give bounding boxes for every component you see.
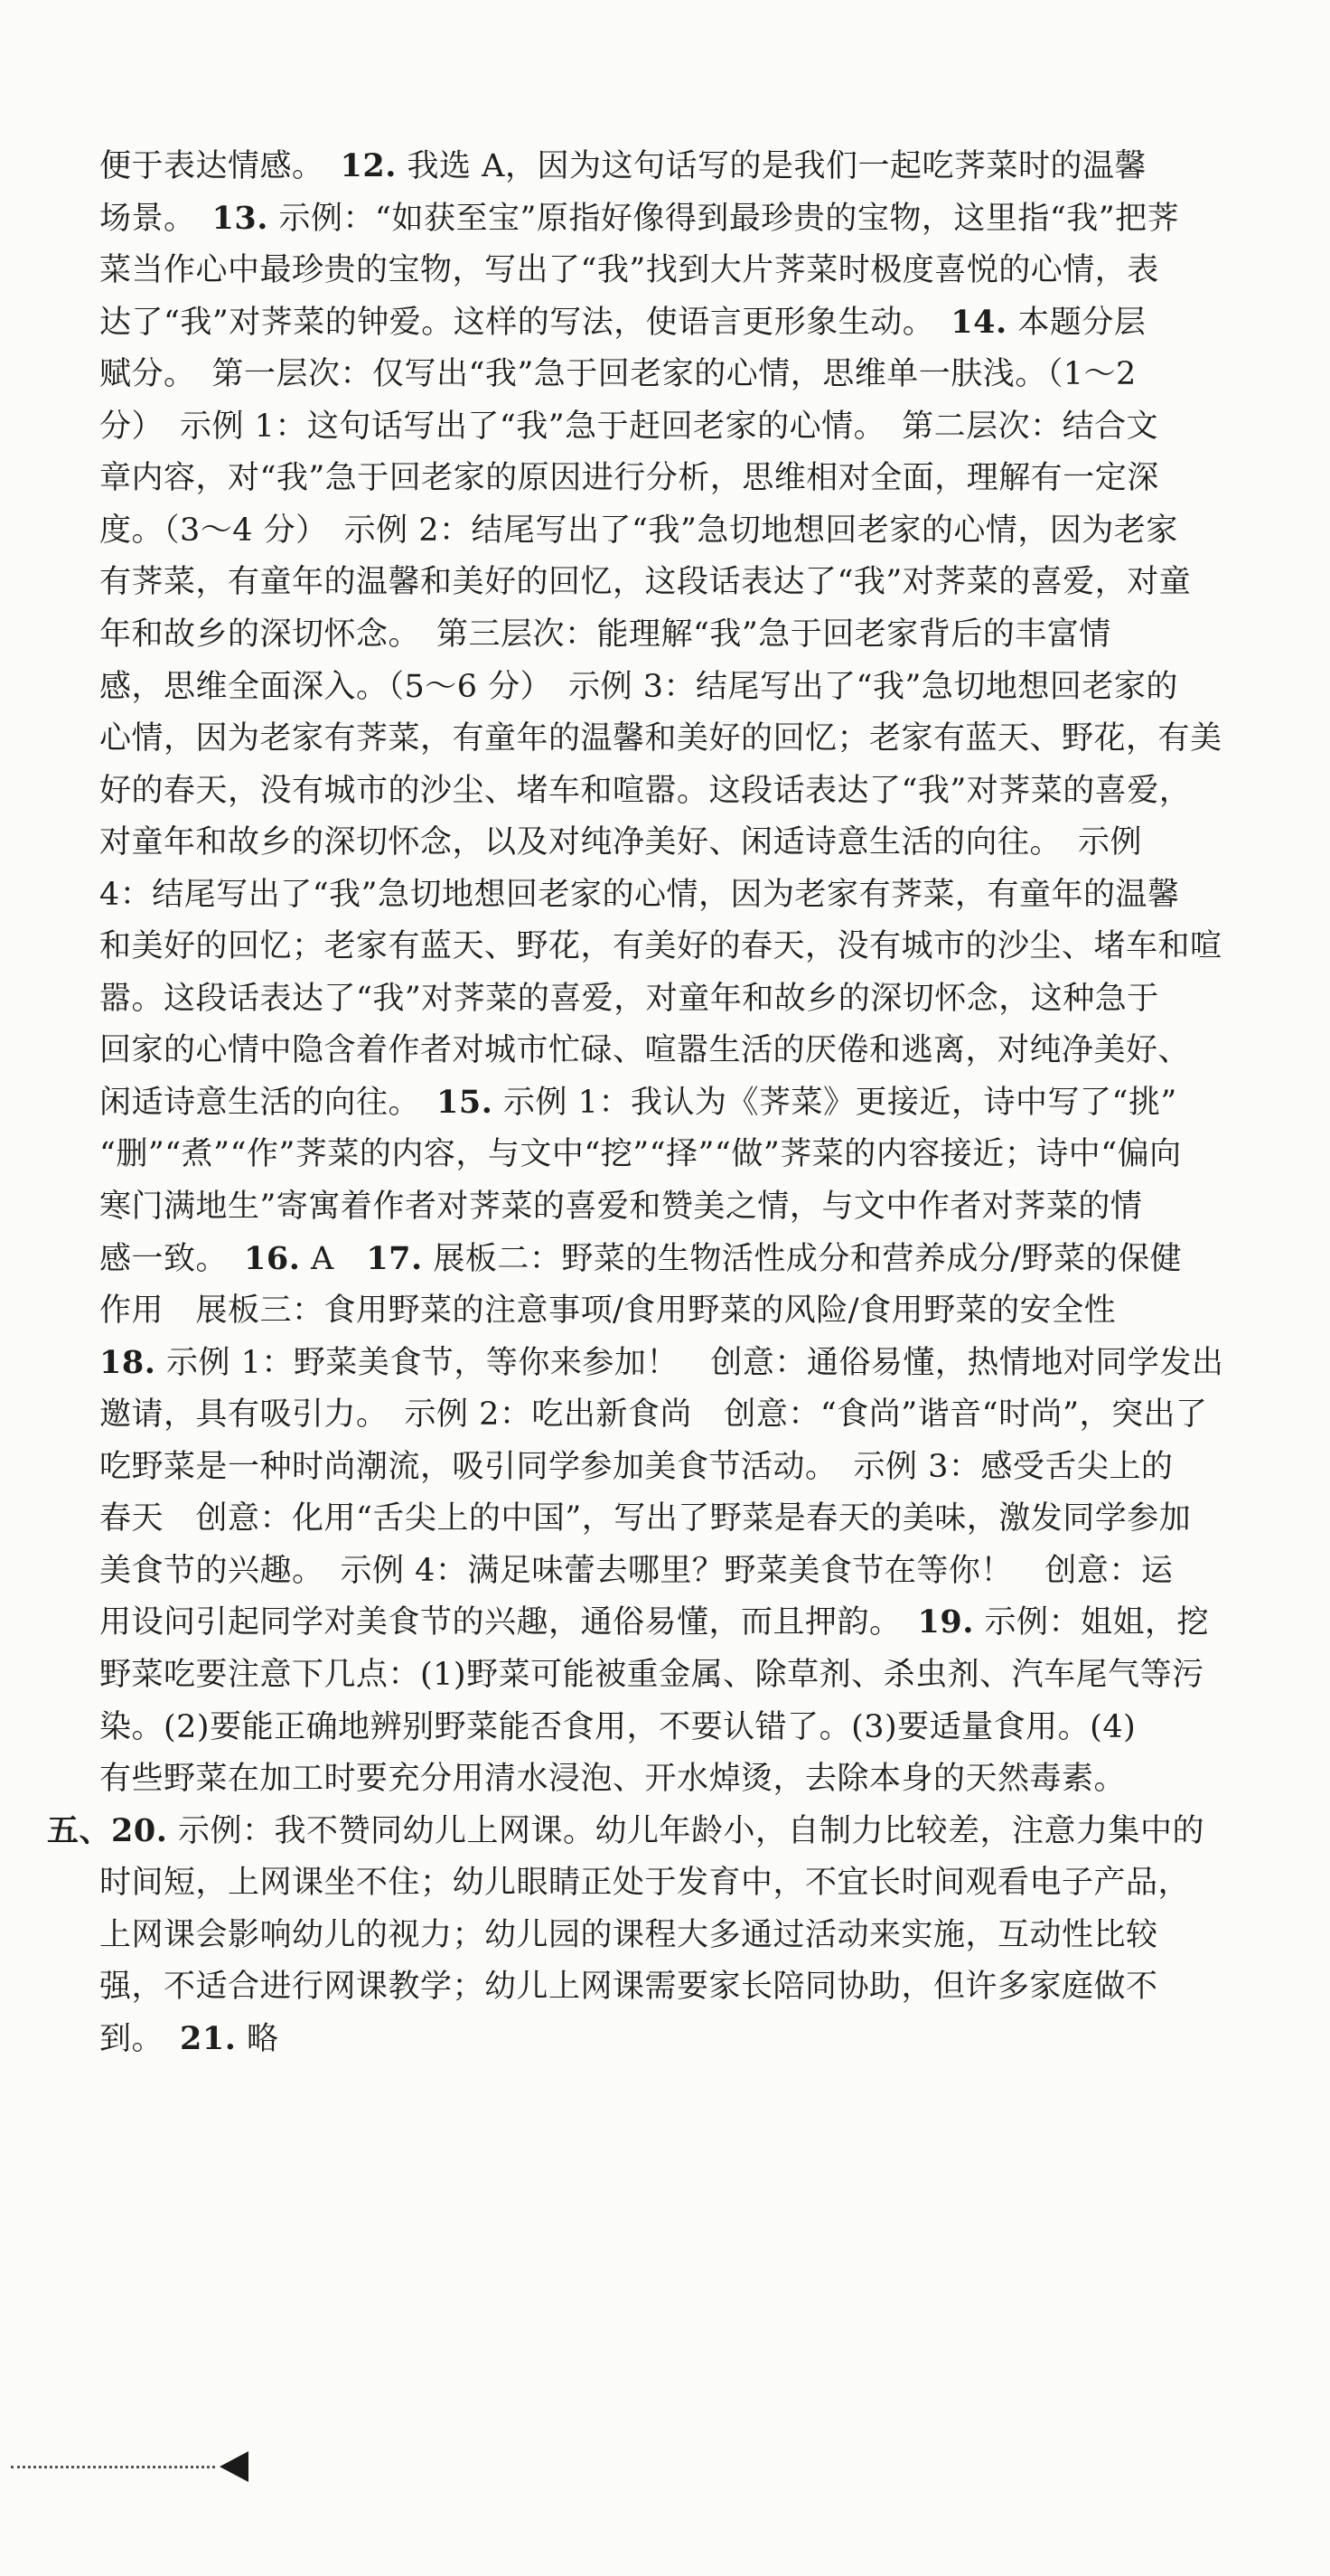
text-line: 场景。 13. 示例：“如获至宝”原指好像得到最珍贵的宝物，这里指“我”把荠 xyxy=(99,200,1180,237)
text-line: 闲适诗意生活的向往。 15. 示例 1：我认为《荠菜》更接近，诗中写了“挑” xyxy=(99,1084,1177,1121)
text-line: 4：结尾写出了“我”急切地想回老家的心情，因为老家有荠菜，有童年的温馨 xyxy=(99,877,1180,913)
text-line: 用设问引起同学对美食节的兴趣，通俗易懂，而且押韵。 19. 示例：姐姐，挖 xyxy=(99,1603,1210,1641)
text-line: 到。 21. 略 xyxy=(99,2020,279,2057)
text-line: 吃野菜是一种时尚潮流，吸引同学参加美食节活动。 示例 3：感受舌尖上的 xyxy=(99,1449,1174,1485)
text-line: 寒门满地生”寄寓着作者对荠菜的喜爱和赞美之情，与文中作者对荠菜的情 xyxy=(99,1189,1143,1225)
page-turn-arrow-icon xyxy=(218,2449,250,2484)
text-line: 作用 展板三：食用野菜的注意事项/食用野菜的风险/食用野菜的安全性 xyxy=(99,1293,1117,1329)
text-line: 18. 示例 1：野菜美食节，等你来参加！ 创意：通俗易懂，热情地对同学发出 xyxy=(99,1344,1224,1381)
text-line: 和美好的回忆；老家有蓝天、野花，有美好的春天，没有城市的沙尘、堵车和喧 xyxy=(99,928,1222,964)
text-line: 心情，因为老家有荠菜，有童年的温馨和美好的回忆；老家有蓝天、野花，有美 xyxy=(99,720,1222,757)
text-line: 章内容，对“我”急于回老家的原因进行分析，思维相对全面，理解有一定深 xyxy=(99,460,1159,496)
text-line: 五、20. 示例：我不赞同幼儿上网课。幼儿年龄小，自制力比较差，注意力集中的 xyxy=(47,1812,1205,1849)
text-line: 好的春天，没有城市的沙尘、堵车和喧嚣。这段话表达了“我”对荠菜的喜爱， xyxy=(99,773,1192,809)
text-line: 对童年和故乡的深切怀念，以及对纯净美好、闲适诗意生活的向往。 示例 xyxy=(99,824,1143,860)
text-line: 分） 示例 1：这句话写出了“我”急于赶回老家的心情。 第二层次：结合文 xyxy=(99,409,1159,445)
text-line: 菜当作心中最珍贵的宝物，写出了“我”找到大片荠菜时极度喜悦的心情，表 xyxy=(99,252,1159,288)
text-line: 感一致。 16. A 17. 展板二：野菜的生物活性成分和营养成分/野菜的保健 xyxy=(99,1240,1183,1277)
text-line: 春天 创意：化用“舌尖上的中国”，写出了野菜是春天的美味，激发同学参加 xyxy=(99,1500,1192,1537)
text-line: 年和故乡的深切怀念。 第三层次：能理解“我”急于回老家背后的丰富情 xyxy=(99,616,1111,653)
text-line: 美食节的兴趣。 示例 4：满足味蕾去哪里？野菜美食节在等你！ 创意：运 xyxy=(99,1553,1174,1589)
text-line: 度。（3～4 分） 示例 2：结尾写出了“我”急切地想回老家的心情，因为老家 xyxy=(99,512,1178,549)
text-line: 邀请，具有吸引力。 示例 2：吃出新食尚 创意：“食尚”谐音“时尚”，突出了 xyxy=(99,1396,1208,1433)
text-line: 便于表达情感。 12. 我选 A，因为这句话写的是我们一起吃荠菜时的温馨 xyxy=(99,147,1147,184)
text-line: 时间短，上网课坐不住；幼儿眼睛正处于发育中，不宜长时间观看电子产品， xyxy=(99,1865,1191,1901)
text-line: 感，思维全面深入。（5～6 分） 示例 3：结尾写出了“我”急切地想回老家的 xyxy=(99,669,1178,705)
text-line: 有些野菜在加工时要充分用清水浸泡、开水焯烫，去除本身的天然毒素。 xyxy=(99,1761,1127,1797)
text-line: “删”“煮”“作”荠菜的内容，与文中“挖”“择”“做”荠菜的内容接近；诗中“偏向 xyxy=(99,1136,1182,1172)
text-line: 达了“我”对荠菜的钟爱。这样的写法，使语言更形象生动。 14. 本题分层 xyxy=(99,304,1147,341)
text-line: 染。(2)要能正确地辨别野菜能否食用，不要认错了。(3)要适量食用。(4) xyxy=(99,1709,1137,1745)
text-line: 有荠菜，有童年的温馨和美好的回忆，这段话表达了“我”对荠菜的喜爱，对童 xyxy=(99,564,1192,600)
text-line: 赋分。 第一层次：仅写出“我”急于回老家的心情，思维单一肤浅。（1～2 xyxy=(99,356,1137,392)
text-line: 回家的心情中隐含着作者对城市忙碌、喧嚣生活的厌倦和逃离，对纯净美好、 xyxy=(99,1032,1191,1068)
text-line: 强，不适合进行网课教学；幼儿上网课需要家长陪同协助，但许多家庭做不 xyxy=(99,1969,1158,2005)
text-line: 上网课会影响幼儿的视力；幼儿园的课程大多通过活动来实施，互动性比较 xyxy=(99,1917,1158,1953)
text-line: 嚣。这段话表达了“我”对荠菜的喜爱，对童年和故乡的深切怀念，这种急于 xyxy=(99,981,1159,1017)
footer-dotted-rule xyxy=(11,2466,215,2468)
text-line: 野菜吃要注意下几点：(1)野菜可能被重金属、除草剂、杀虫剂、汽车尾气等污 xyxy=(99,1657,1204,1693)
